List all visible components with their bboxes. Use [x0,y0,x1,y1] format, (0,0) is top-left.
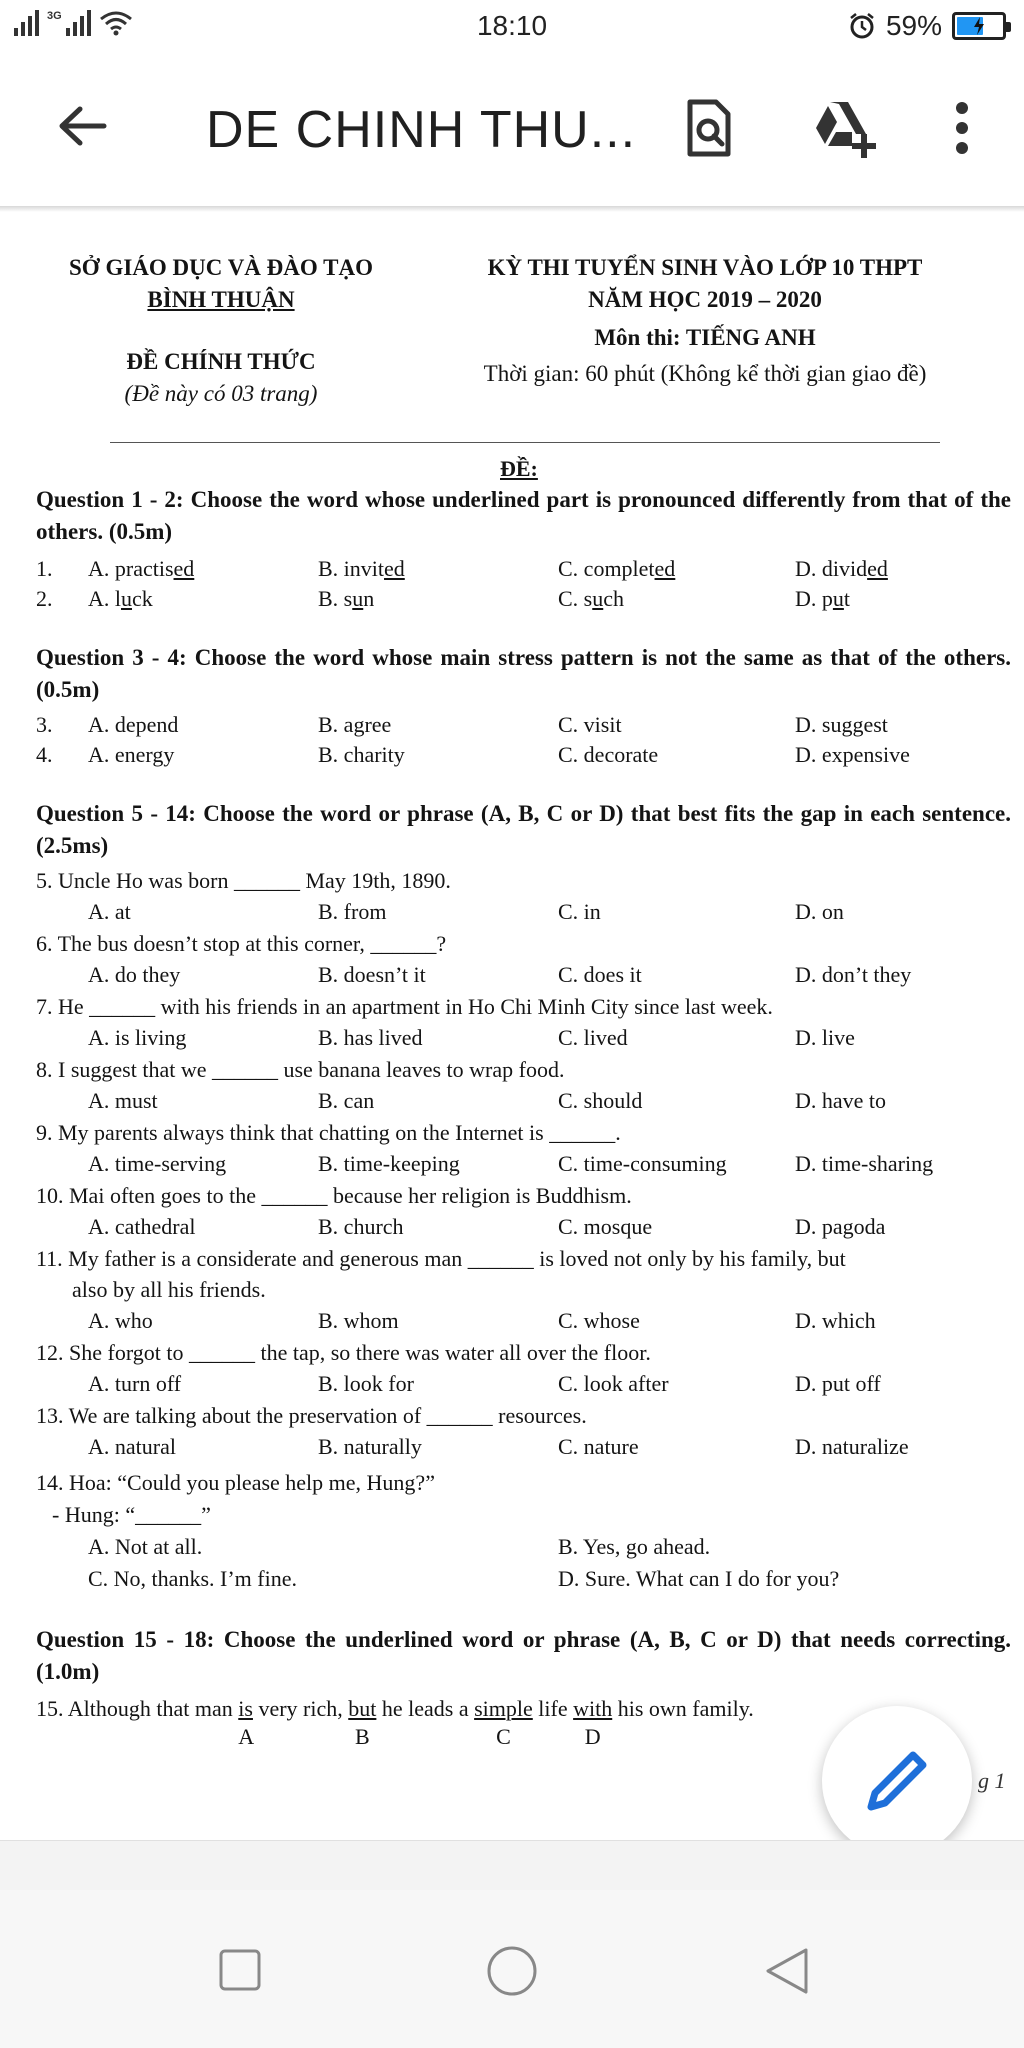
q3-option-c: C. visit [558,712,622,737]
q2-option-d: D. put [795,586,851,611]
recent-apps-icon[interactable] [218,1948,262,1992]
de-label: ĐỀ: [500,456,538,481]
question-stem: 13. We are talking about the preservation of ______ resources. [36,1403,587,1428]
exam-line1: KỲ THI TUYỂN SINH VÀO LỚP 10 THPT [487,255,923,280]
back-nav-icon[interactable] [762,1946,810,1996]
question-stem: 5. Uncle Ho was born ______ May 19th, 1890. [36,868,451,893]
q1-num: 1. [36,556,53,581]
option-a: A. at [88,899,131,924]
document-page: SỞ GIÁO DỤC VÀ ĐÀO TẠO BÌNH THUẬN ĐỀ CHÍNH THỨC (Đề này có 03 trang) KỲ THI TUYỂN SINH VÀO LỚP 10 THPT NĂM HỌC 2019 – 2020 Môn thi: TIẾNG ANH Thời gian: 60 phút (Không kể thời gian giao đề) ĐỀ: Question 1 - 2: Choose the word whose underlined part is pronounced differently from that of the others. (0.5m) 1. A. practised B. invited C. completed D. divided 2. A. luck B. sun C. such D. put Question 3 - 4: Choose the word whose main stress pattern is not the same as that of the others. (0.5m) 3. A. depend B. agree C. visit D. suggest 4. A. energy B. charity C. decorate D. expensive Question 5 - 14: Choose the word or phrase (A, B, C or D) that best fits the gap in each sentence. (2.5ms) 5. Uncle Ho was born ______ May 19th, 1890. A. at B. from C. in D. on 6. The bus doesn’t stop at this corner, ______? A. do they B. doesn’t it C. does it D. don’t they 7. He ______ with his friends in an apartment in Ho Chi Minh City since last week. A. is living B. has lived C. lived D. live 8. I suggest that we ______ use banana leaves to wrap food. A. must B. can C. should D. have to 9. My parents always think that chatting on the Internet is ______. A. time-serving B. time-keeping C. time-consuming D. time-sharing 10. Mai often goes to the ______ because her religion is Buddhism. A. cathedral B. church C. mosque D. pagoda 11. My father is a considerate and generous man ______ is loved not only by his family, but also by all his friends. A. who B. whom C. whose D. which 12. She forgot to ______ the tap, so there was water all over the floor. A. turn off B. look for C. look after D. put off 13. We are talking about the preservation of ______ resources. A. natural B. naturally C. nature D. naturalize 14. Hoa: “Could you please help me, Hung?” - Hung: “______” A. Not at all. B. Yes, go ahead. C. No, thanks. I’m fine. D. Sure. What can I do for you? Question 15 - 18: Choose the underlined word or phrase (A, B, C or D) that needs correcting. (1.0m) 15. Although that man $\frac{is}{A}$ very rich, but B he leads a simple C life with D his own family. [0,212,1024,1840]
q15-sentence: 15. Although that man $\frac{is}{A}$ very rich, but B he leads a simple C life with D his own family. [36,1696,754,1749]
q1-option-a: A. practised [88,556,195,581]
q1-option-b: B. invited [318,556,405,581]
option-c: C. whose [558,1308,640,1333]
option-b: B. has lived [318,1025,423,1050]
option-b: B. time-keeping [318,1151,460,1176]
option-c: C. lived [558,1025,628,1050]
q1-option-c: C. completed [558,556,676,581]
option-d: D. put off [795,1371,881,1396]
option-c: C. in [558,899,601,924]
option-b: B. naturally [318,1434,422,1459]
question-stem: 10. Mai often goes to the ______ because her religion is Buddhism. [36,1183,632,1208]
network-type-label: 3G [47,10,62,22]
issuer-header [36,252,406,410]
question-stem: 11. My father is a considerate and generous man ______ is loved not only by his family, but [36,1246,846,1271]
issuer-line2: BÌNH THUẬN [147,287,295,312]
q4-option-c: C. decorate [558,742,659,767]
question-stem: 6. The bus doesn’t stop at this corner, ______? [36,931,447,956]
option-a: A. cathedral [88,1214,196,1239]
q2-option-a: A. luck [88,586,153,611]
option-b: B. from [318,899,387,924]
option-c: C. does it [558,962,642,987]
option-d: D. don’t they [795,962,912,987]
official-label: ĐỀ CHÍNH THỨC [126,349,316,374]
question-stem-continued: also by all his friends. [72,1277,266,1302]
option-a: A. must [88,1088,158,1113]
pencil-icon [863,1747,931,1815]
home-icon[interactable] [486,1945,538,1997]
option-b: B. whom [318,1308,399,1333]
exam-line2: NĂM HỌC 2019 – 2020 [588,287,822,312]
q4-option-d: D. expensive [795,742,910,767]
status-bar [0,0,1024,56]
question-stem: 9. My parents always think that chatting on the Internet is ______. [36,1120,621,1145]
issuer-line1: SỞ GIÁO DỤC VÀ ĐÀO TẠO [69,255,373,280]
option-a: A. natural [88,1434,176,1459]
option-a: A. time-serving [88,1151,227,1176]
option-b: B. church [318,1214,404,1239]
question-stem: 8. I suggest that we ______ use banana leaves to wrap food. [36,1057,565,1082]
option-c: C. should [558,1088,643,1113]
battery-percent: 59% [885,10,942,41]
option-b: B. doesn’t it [318,962,426,987]
q15-18-heading: Question 15 - 18: Choose the underlined word or phrase (A, B, C or D) that needs correcting. (1.0m) [36,1627,1011,1684]
option-d: D. which [795,1308,876,1333]
q2-option-c: C. such [558,586,625,611]
system-navigation-bar [0,1890,1024,2048]
option-a: A. turn off [88,1371,182,1396]
edit-fab-button[interactable] [822,1706,972,1856]
q4-option-b: B. charity [318,742,405,767]
q4-option-a: A. energy [88,742,175,767]
q14-option-c: C. No, thanks. I’m fine. [88,1566,297,1591]
question-stem: 12. She forgot to ______ the tap, so there was water all over the floor. [36,1340,651,1365]
q14-option-b: B. Yes, go ahead. [558,1534,711,1559]
find-in-page-icon[interactable] [676,96,740,160]
q2-num: 2. [36,586,53,611]
q14-stem: 14. Hoa: “Could you please help me, Hung?” [36,1470,435,1495]
option-a: A. is living [88,1025,187,1050]
option-d: D. pagoda [795,1214,886,1239]
option-d: D. have to [795,1088,887,1113]
q1-2-heading: Question 1 - 2: Choose the word whose underlined part is pronounced differently from that of the others. (0.5m) [36,487,1011,544]
back-arrow-icon[interactable] [52,96,112,156]
option-d: D. on [795,899,844,924]
option-c: C. mosque [558,1214,653,1239]
add-to-drive-icon[interactable] [808,96,880,160]
exam-header [410,252,1000,390]
option-b: B. can [318,1088,375,1113]
q3-4-heading: Question 3 - 4: Choose the word whose main stress pattern is not the same as that of the others. (0.5m) [36,645,1011,702]
q3-option-b: B. agree [318,712,392,737]
pages-note: (Đề này có 03 trang) [124,381,318,406]
battery-icon [952,12,1006,40]
status-right [848,10,1006,42]
option-d: D. time-sharing [795,1151,934,1176]
q2-option-b: B. sun [318,586,375,611]
option-d: D. live [795,1025,855,1050]
q3-option-d: D. suggest [795,712,888,737]
alarm-icon [848,12,876,40]
page-number-fragment: g 1 [978,1768,1006,1793]
document-title: DE CHINH THU... [206,101,637,159]
option-b: B. look for [318,1371,414,1396]
exam-subject: Môn thi: TIẾNG ANH [594,325,816,350]
more-options-icon[interactable] [942,96,982,160]
q14-reply: - Hung: “______” [52,1502,211,1527]
question-stem: 7. He ______ with his friends in an apartment in Ho Chi Minh City since last week. [36,994,773,1019]
app-bar [0,56,1024,206]
divider [110,442,940,443]
viewer-bottom-band [0,1840,1024,1891]
option-d: D. naturalize [795,1434,909,1459]
clock: 18:10 [476,10,548,41]
q3-option-a: A. depend [88,712,179,737]
option-a: A. do they [88,962,181,987]
q1-option-d: D. divided [795,556,888,581]
q5-14-heading: Question 5 - 14: Choose the word or phrase (A, B, C or D) that best fits the gap in each sentence. (2.5ms) [36,801,1011,858]
q14-option-a: A. Not at all. [88,1534,203,1559]
option-c: C. nature [558,1434,639,1459]
q14-option-d: D. Sure. What can I do for you? [558,1566,840,1591]
option-c: C. time-consuming [558,1151,727,1176]
option-a: A. who [88,1308,153,1333]
exam-time: Thời gian: 60 phút (Không kể thời gian giao đề) [483,361,927,386]
option-c: C. look after [558,1371,669,1396]
